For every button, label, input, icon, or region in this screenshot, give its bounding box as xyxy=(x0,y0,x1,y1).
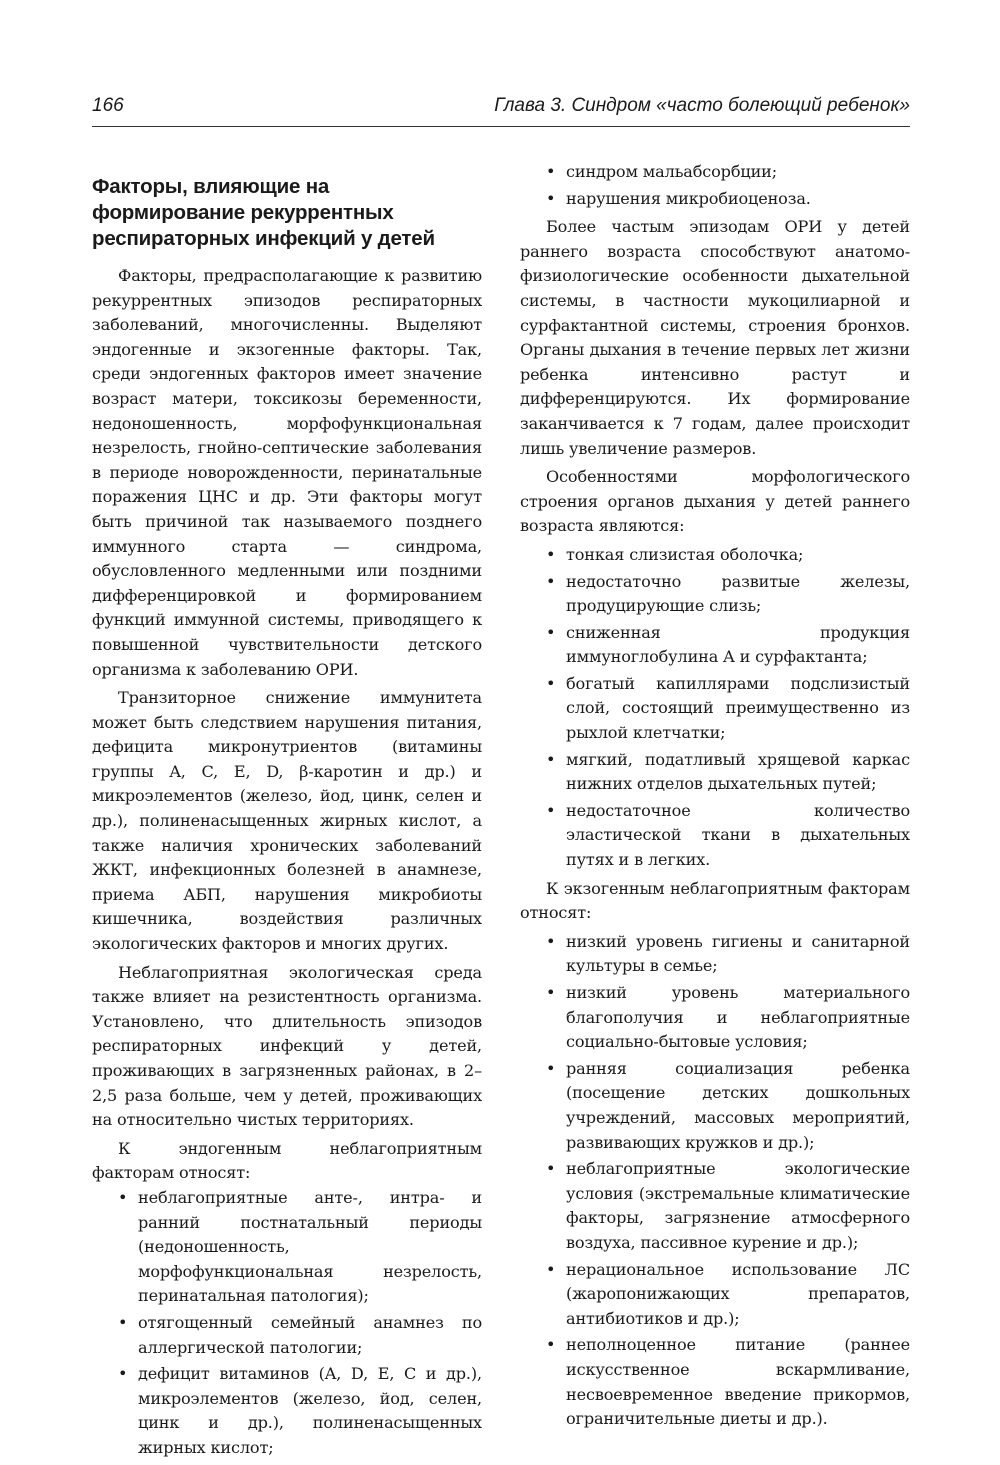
list-item: • нерациональное использование ЛС (жаропонижающих препаратов, антибиотиков и др.); xyxy=(566,1258,910,1332)
section-title: Факторы, влияющие на формирование рекуррентных респираторных инфекций у детей xyxy=(92,175,435,250)
list-item: • синдром мальабсорбции; xyxy=(566,160,910,185)
list-item: • низкий уровень гигиены и санитарной культуры в семье; xyxy=(566,930,910,979)
list-item: • отягощенный семейный анамнез по аллергической патологии; xyxy=(138,1311,482,1360)
list-item: • недостаточное количество эластической ткани в дыхательных путях и в легких. xyxy=(566,799,910,873)
list-item: • нарушения микробиоценоза. xyxy=(566,187,910,212)
list-item: • неблагоприятные анте-, интра- и ранний постнатальный периоды (недоношенность, морфофункциональная незрелость, перинатальная патология); xyxy=(138,1186,482,1309)
list-item: • неблагоприятные экологические условия (экстремальные климатические факторы, загрязнение атмосферного воздуха, пассивное курение и др.); xyxy=(566,1157,910,1255)
endogenous-factors-list xyxy=(92,1186,482,1461)
paragraph: К экзогенным неблагоприятным факторам относят: xyxy=(520,878,910,923)
paragraph: К эндогенным неблагоприятным факторам относят: xyxy=(92,1138,482,1183)
list-item: • низкий уровень материального благополучия и неблагоприятные социально-бытовые условия; xyxy=(566,981,910,1055)
list-item: • мягкий, податливый хрящевой каркас нижних отделов дыхательных путей; xyxy=(566,748,910,797)
continued-list xyxy=(520,160,910,211)
paragraph: Факторы, предрасполагающие к развитию рекуррентных эпизодов респираторных заболеваний, многочисленны. Выделяют эндогенные и экзогенные факторы. Так, среди эндогенных факторов имеет значение возраст матери, токсикозы беременности, недоношенность, морфофункциональная незрелость, гнойно-септические заболевания в периоде новорожденности, перинатальные поражения ЦНС и др. Эти факторы могут быть причиной так называемого позднего иммунного старта — синдрома, обусловленного медленными или поздними дифференцировкой и формированием функций иммунной системы, приводящего к повышенной чувствительности детского организма к заболеванию ОРИ. xyxy=(92,266,482,679)
respiratory-features-list xyxy=(520,543,910,873)
page-header xyxy=(92,90,910,127)
running-title: Глава 3. Синдром «часто болеющий ребенок» xyxy=(494,95,910,116)
exogenous-factors-list xyxy=(520,930,910,1432)
paragraph: Более частым эпизодам ОРИ у детей раннего возраста способствуют анатомо-физиологические особенности дыхательной системы, в частности мукоцилиарной и сурфактантной системы, строения бронхов. Органы дыхания в течение первых лет жизни ребенка интенсивно растут и дифференцируются. Их формирование заканчивается к 7 годам, далее происходит лишь увеличение размеров. xyxy=(520,217,910,458)
paragraph: Транзиторное снижение иммунитета может быть следствием нарушения питания, дефицита микронутриентов (витамины группы A, C, E, D, β-каротин и др.) и микроэлементов (железо, йод, цинк, селен и др.), полиненасыщенных жирных кислот, а также наличия хронических заболеваний ЖКТ, инфекционных болезней в анамнезе, приема АБП, нарушения микробиоты кишечника, воздействия различных экологических факторов и многих других. xyxy=(92,688,482,954)
list-item: • недостаточно развитые железы, продуцирующие слизь; xyxy=(566,570,910,619)
list-item: • тонкая слизистая оболочка; xyxy=(566,543,910,568)
right-column xyxy=(520,160,910,1436)
list-item: • богатый капиллярами подслизистый слой, состоящий преимущественно из рыхлой клетчатки; xyxy=(566,672,910,746)
list-item: • ранняя социализация ребенка (посещение детских дошкольных учреждений, массовых мероприятий, развивающих кружков и др.); xyxy=(566,1057,910,1155)
paragraph: Неблагоприятная экологическая среда также влияет на резистентность организма. Установлено, что длительность эпизодов респираторных инфекций у детей, проживающих в загрязненных районах, в 2–2,5 раза больше, чем у детей, проживающих на относительно чистых территориях. xyxy=(92,962,482,1130)
left-column xyxy=(92,160,482,1465)
list-item: • неполноценное питание (раннее искусственное вскармливание, несвоевременное введение прикормов, ограничительные диеты и др.). xyxy=(566,1333,910,1431)
list-item: • сниженная продукция иммуноглобулина A и сурфактанта; xyxy=(566,621,910,670)
list-item: • дефицит витаминов (A, D, E, C и др.), микроэлементов (железо, йод, селен, цинк и др.), полиненасыщенных жирных кислот; xyxy=(138,1362,482,1460)
page-number: 166 xyxy=(92,95,124,116)
paragraph: Особенностями морфологического строения органов дыхания у детей раннего возраста являются: xyxy=(520,467,910,536)
